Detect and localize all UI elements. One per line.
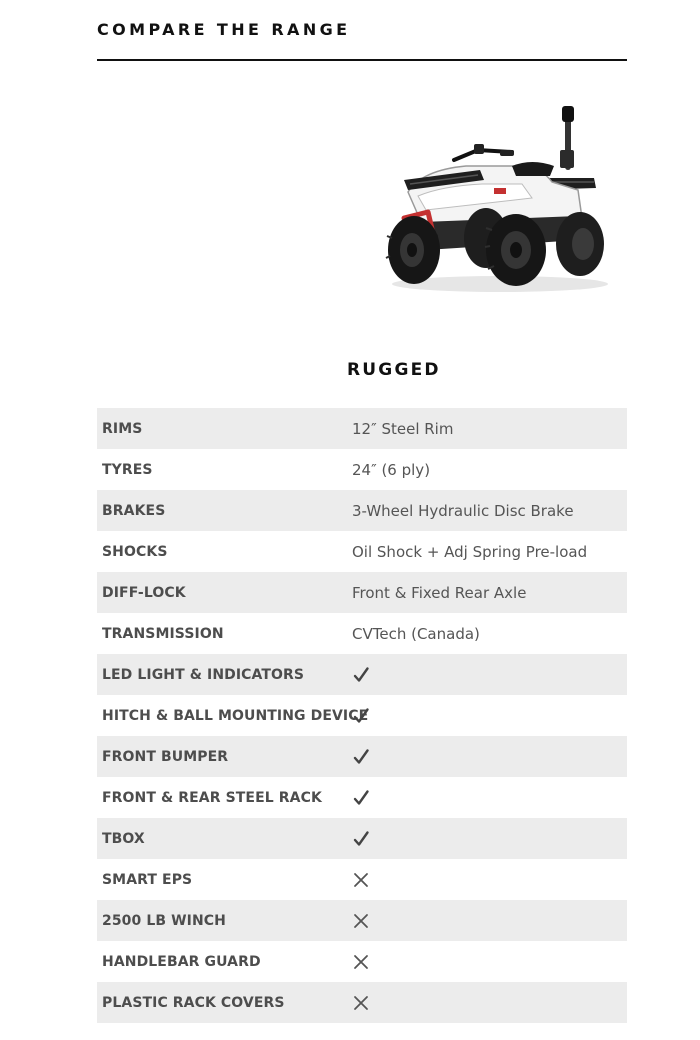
spec-availability xyxy=(348,870,370,889)
cross-icon xyxy=(352,994,370,1012)
table-row xyxy=(97,982,627,1023)
spec-value: 24″ (6 ply) xyxy=(352,460,431,479)
cross-icon xyxy=(352,953,370,971)
table-row xyxy=(97,490,627,531)
spec-value: 12″ Steel Rim xyxy=(352,419,454,438)
spec-label: FRONT & REAR STEEL RACK xyxy=(102,789,322,806)
spec-label: HANDLEBAR GUARD xyxy=(102,953,261,970)
spec-availability xyxy=(348,747,370,766)
spec-label: HITCH & BALL MOUNTING DEVICE xyxy=(102,707,369,724)
table-row xyxy=(97,818,627,859)
spec-availability xyxy=(348,993,370,1012)
table-row xyxy=(97,941,627,982)
checkmark-icon xyxy=(352,666,370,684)
spec-availability xyxy=(348,665,370,684)
spec-label: BRAKES xyxy=(102,502,166,519)
spec-availability xyxy=(348,829,370,848)
spec-label: FRONT BUMPER xyxy=(102,748,229,765)
cross-icon xyxy=(352,912,370,930)
spec-label: 2500 LB WINCH xyxy=(102,912,226,929)
spec-label: SMART EPS xyxy=(102,871,193,888)
table-row xyxy=(97,900,627,941)
spec-value: 3-Wheel Hydraulic Disc Brake xyxy=(352,501,574,520)
spec-label: PLASTIC RACK COVERS xyxy=(102,994,285,1011)
checkmark-icon xyxy=(352,707,370,725)
atv-product-image xyxy=(382,100,614,296)
spec-availability xyxy=(348,911,370,930)
spec-comparison-table xyxy=(97,408,627,1023)
spec-label: DIFF-LOCK xyxy=(102,584,186,601)
spec-label: TBOX xyxy=(102,830,145,847)
checkmark-icon xyxy=(352,789,370,807)
model-name: RUGGED xyxy=(347,360,441,380)
table-row xyxy=(97,449,627,490)
table-row xyxy=(97,777,627,818)
spec-label: LED LIGHT & INDICATORS xyxy=(102,666,305,683)
spec-value: Oil Shock + Adj Spring Pre-load xyxy=(352,542,588,561)
spec-label: TRANSMISSION xyxy=(102,625,224,642)
table-row xyxy=(97,736,627,777)
spec-availability xyxy=(348,706,370,725)
section-heading: COMPARE THE RANGE xyxy=(97,20,351,39)
checkmark-icon xyxy=(352,830,370,848)
spec-value: Front & Fixed Rear Axle xyxy=(352,583,527,602)
table-row xyxy=(97,654,627,695)
table-row xyxy=(97,408,627,449)
spec-value: CVTech (Canada) xyxy=(352,624,480,643)
heading-divider xyxy=(97,59,627,61)
checkmark-icon xyxy=(352,748,370,766)
table-row xyxy=(97,531,627,572)
spec-availability xyxy=(348,952,370,971)
spec-availability xyxy=(348,788,370,807)
table-row xyxy=(97,572,627,613)
table-row xyxy=(97,613,627,654)
table-row xyxy=(97,695,627,736)
cross-icon xyxy=(352,871,370,889)
spec-label: RIMS xyxy=(102,420,143,437)
spec-label: TYRES xyxy=(102,461,153,478)
spec-label: SHOCKS xyxy=(102,543,168,560)
table-row xyxy=(97,859,627,900)
